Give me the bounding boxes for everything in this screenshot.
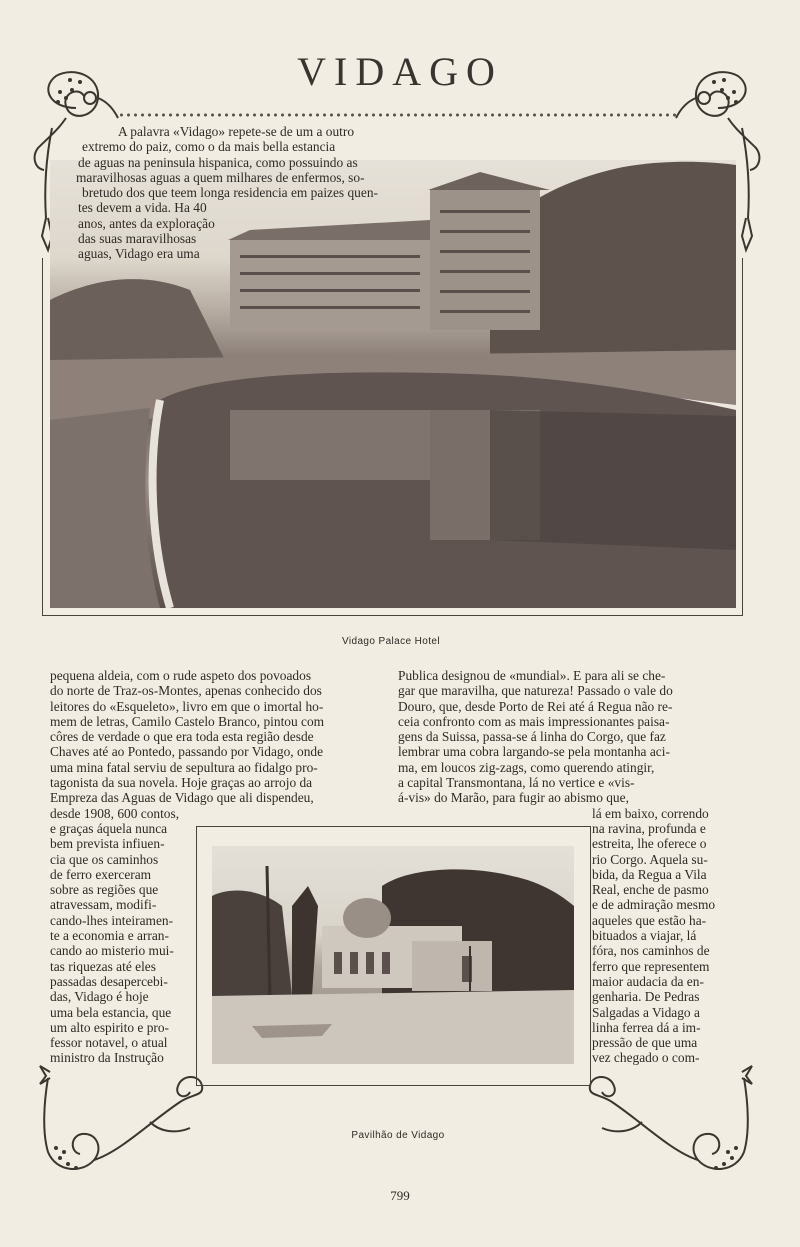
right-line: Publica designou de «mundial». E para ali se che- <box>398 668 666 683</box>
left-line: um alto espirito e pro- <box>50 1019 169 1035</box>
right-line: fóra, nos caminhos de <box>592 943 710 959</box>
right-line: lá em baixo, correndo <box>592 805 709 821</box>
left-line: te a economia e arran- <box>50 928 169 944</box>
left-line: do norte de Traz-os-Montes, apenas conhecido dos <box>50 683 322 699</box>
right-line: a capital Transmontana, lá no vertice e «vis- <box>398 775 635 791</box>
left-line: pequena aldeia, com o rude aspeto dos povoados <box>50 668 312 683</box>
caption-bottom-photo: Pavilhão de Vidago <box>351 1130 445 1141</box>
intro-line: aguas, Vidago era uma <box>78 246 200 262</box>
ornament-bottom-left-icon <box>30 1062 210 1180</box>
intro-line: extremo do paiz, como o da mais bella estancia <box>82 139 336 155</box>
right-line: gar que maravilha, que natureza! Passado o vale do <box>398 683 673 699</box>
caption-top-photo: Vidago Palace Hotel <box>341 636 441 647</box>
left-line: tagonista da sua novela. Hoje graças ao arrojo da <box>50 775 313 791</box>
ornament-bottom-right-icon <box>582 1062 762 1180</box>
frame-right-line <box>742 258 743 616</box>
right-line: gens da Suissa, passa-se á linha do Corgo, que faz <box>398 729 666 745</box>
left-line: Chaves até ao Pontedo, passando por Vidago, onde <box>50 744 324 760</box>
left-line: das, Vidago é hoje <box>50 989 149 1005</box>
frame-left-line <box>42 258 43 616</box>
intro-line: A palavra «Vidago» repete-se de um a outro <box>118 124 355 139</box>
right-line: Salgadas a Vidago a <box>592 1004 700 1020</box>
left-line: leitores do «Esqueleto», livro em que o imortal ho- <box>50 698 324 714</box>
right-line: genharia. De Pedras <box>592 989 700 1005</box>
page-title: VIDAGO <box>297 49 503 94</box>
right-line: Douro, que, desde Porto de Rei até á Regua não re- <box>398 698 673 714</box>
left-line: côres de verdade o que era toda esta região desde <box>50 729 314 745</box>
intro-line: de aguas na peninsula hispanica, como possuindo as <box>78 154 358 170</box>
frame-bottom-line <box>42 615 743 616</box>
left-line: passadas desapercebi- <box>50 973 168 989</box>
right-line: linha ferrea dá a im- <box>592 1019 701 1035</box>
left-line: mem de letras, Camilo Castelo Branco, pintou com <box>50 713 325 729</box>
left-line: sobre as regiões que <box>50 882 159 898</box>
intro-line: tes devem a vida. Ha 40 <box>78 200 207 216</box>
left-line: uma mina fatal serviu de sepultura ao fidalgo pro- <box>50 759 318 775</box>
right-line: aqueles que estão ha- <box>592 912 707 928</box>
left-line: Empreza das Aguas de Vidago que ali dispendeu, <box>50 790 314 806</box>
right-line: Real, enche de pasmo <box>592 882 709 898</box>
dotted-divider <box>118 112 678 118</box>
left-line: desde 1908, 600 contos, <box>50 805 180 821</box>
intro-line: anos, antes da exploração <box>78 215 215 231</box>
left-line: e graças áquela nunca <box>50 820 168 836</box>
intro-paragraph <box>78 124 418 262</box>
left-line: cia que os caminhos <box>50 851 159 867</box>
right-line: bituados a viajar, lá <box>592 928 697 944</box>
left-line: cando-lhes inteiramen- <box>50 912 174 928</box>
right-line: e de admiração mesmo <box>592 897 716 913</box>
left-line: cando ao misterio mui- <box>50 943 174 959</box>
intro-line: maravilhosas aguas a quem milhares de enfermos, so- <box>76 169 365 185</box>
right-line: na ravina, profunda e <box>592 820 706 836</box>
left-line: tas riquezas até eles <box>50 958 156 974</box>
right-line: rio Corgo. Aquela su- <box>592 851 708 867</box>
right-line: bida, da Regua a Vila <box>592 866 707 882</box>
intro-line: bretudo dos que teem longa residencia em paizes quen- <box>82 185 378 201</box>
right-line: maior audacia da en- <box>592 973 704 989</box>
right-line: ma, em loucos zig-zags, como querendo atingir, <box>398 759 655 775</box>
right-line: ferro que representem <box>592 958 710 974</box>
left-line: bem prevista infiuen- <box>50 836 165 852</box>
right-line: vez chegado o com- <box>592 1050 700 1066</box>
right-line: estreita, lhe oferece o <box>592 836 707 852</box>
left-line: atravessam, modifi- <box>50 897 157 913</box>
page-number: 799 <box>390 1188 410 1203</box>
right-line: pressão de que uma <box>592 1035 698 1051</box>
photo-pavilion-vidago <box>212 846 574 1064</box>
intro-line: das suas maravilhosas <box>78 231 197 247</box>
right-line: á-vis» do Marão, para fugir ao abismo que, <box>398 790 629 806</box>
left-line: ministro da Instrução <box>50 1050 164 1066</box>
right-line: lembrar uma cobra largando-se pela montanha aci- <box>398 744 670 760</box>
right-line: ceia confronto com as mais impressionantes paisa- <box>398 713 670 729</box>
left-line: fessor notavel, o atual <box>50 1035 168 1051</box>
left-line: uma bela estancia, que <box>50 1004 172 1020</box>
left-line: de ferro exerceram <box>50 866 152 882</box>
